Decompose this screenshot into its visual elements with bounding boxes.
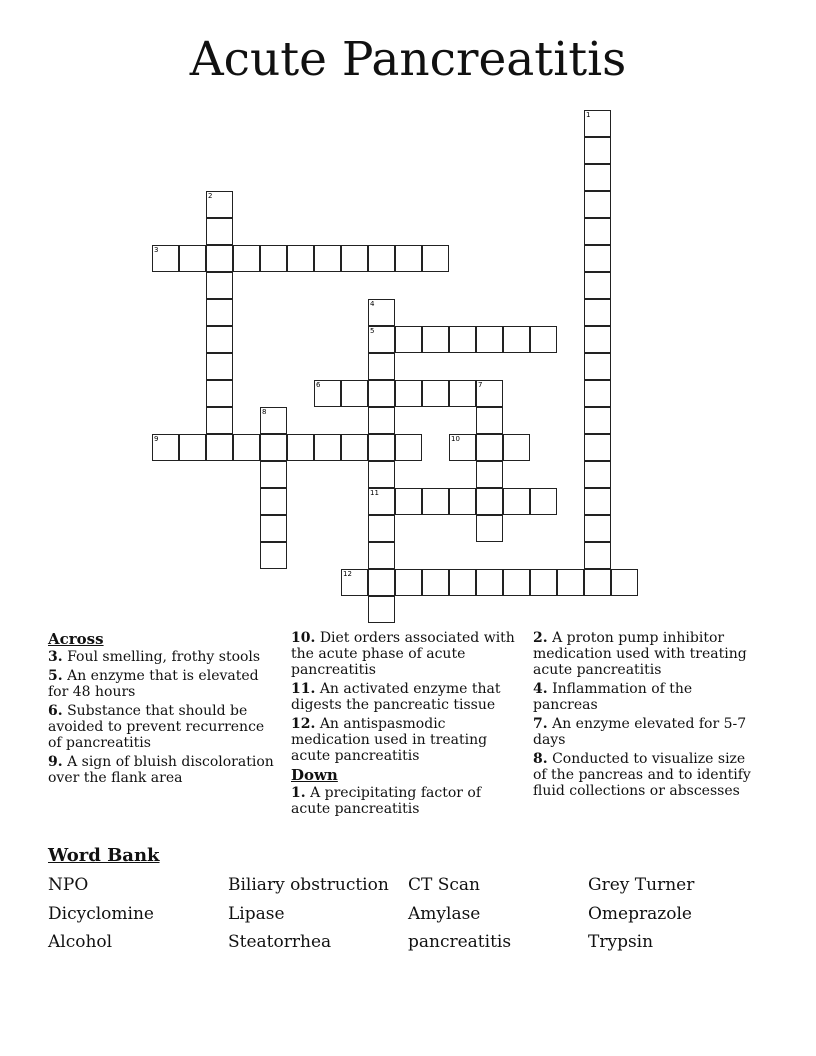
crossword-cell[interactable] (206, 272, 233, 299)
crossword-cell[interactable] (449, 326, 476, 353)
crossword-cell[interactable] (341, 569, 368, 596)
crossword-cell[interactable] (206, 191, 233, 218)
crossword-cell[interactable] (503, 488, 530, 515)
crossword-cell[interactable] (260, 461, 287, 488)
crossword-cell[interactable] (476, 569, 503, 596)
clue-across-12: 12. An antispasmodic medication used in treating acute pancreatitis (291, 716, 488, 764)
crossword-cell[interactable] (287, 245, 314, 272)
crossword-cell[interactable] (206, 245, 233, 272)
clue-down-8: 8. Conducted to visualize size of the pancreas and to identify fluid collections or abscesses (533, 751, 751, 799)
crossword-cell[interactable] (233, 245, 260, 272)
crossword-cell[interactable] (314, 245, 341, 272)
crossword-cell[interactable] (611, 569, 638, 596)
crossword-cell[interactable] (260, 407, 287, 434)
crossword-cell[interactable] (206, 353, 233, 380)
crossword-cell[interactable] (395, 434, 422, 461)
crossword-cell[interactable] (179, 434, 206, 461)
cell-number: 3 (154, 246, 159, 254)
crossword-cell[interactable] (368, 326, 395, 353)
cell-number: 12 (343, 570, 352, 578)
crossword-cell[interactable] (314, 434, 341, 461)
crossword-cell[interactable] (260, 542, 287, 569)
crossword-cell[interactable] (368, 542, 395, 569)
clue-across-5: 5. An enzyme that is elevated for 48 hours (48, 668, 259, 700)
crossword-cell[interactable] (422, 245, 449, 272)
crossword-cell[interactable] (476, 515, 503, 542)
cell-number: 9 (154, 435, 159, 443)
word-bank-item: pancreatitis (408, 932, 512, 952)
crossword-cell[interactable] (368, 245, 395, 272)
crossword-cell[interactable] (476, 488, 503, 515)
crossword-cell[interactable] (476, 461, 503, 488)
crossword-cell[interactable] (584, 299, 611, 326)
crossword-cell[interactable] (530, 488, 557, 515)
crossword-cell[interactable] (584, 218, 611, 245)
clue-down-7: 7. An enzyme elevated for 5-7 days (533, 716, 747, 748)
page-title: Acute Pancreatitis (189, 32, 627, 87)
crossword-cell[interactable] (368, 434, 395, 461)
crossword-cell[interactable] (368, 488, 395, 515)
crossword-cell[interactable] (584, 542, 611, 569)
crossword-cell[interactable] (422, 326, 449, 353)
crossword-cell[interactable] (206, 218, 233, 245)
clue-down-4: 4. Inflammation of the pancreas (533, 681, 693, 713)
cell-number: 5 (370, 327, 375, 335)
word-bank-item: Trypsin (588, 932, 654, 952)
cell-number: 11 (370, 489, 379, 497)
clue-across-10: 10. Diet orders associated with the acute phase of acute pancreatitis (291, 630, 515, 678)
clue-down-1: 1. A precipitating factor of acute pancreatitis (291, 785, 482, 817)
crossword-cell[interactable] (530, 569, 557, 596)
clue-across-3: 3. Foul smelling, frothy stools (48, 649, 261, 665)
word-bank-item: Amylase (408, 904, 481, 924)
crossword-cell[interactable] (341, 380, 368, 407)
cell-number: 1 (586, 111, 591, 119)
crossword-cell[interactable] (368, 596, 395, 623)
crossword-cell[interactable] (584, 515, 611, 542)
crossword-cell[interactable] (368, 407, 395, 434)
crossword-cell[interactable] (368, 380, 395, 407)
crossword-cell[interactable] (557, 569, 584, 596)
cell-number: 8 (262, 408, 267, 416)
crossword-cell[interactable] (206, 407, 233, 434)
cell-number: 4 (370, 300, 375, 308)
word-bank-item: CT Scan (408, 875, 481, 895)
crossword-cell[interactable] (584, 488, 611, 515)
crossword-cell[interactable] (449, 488, 476, 515)
crossword-cell[interactable] (584, 407, 611, 434)
clues-column-3 (533, 630, 761, 802)
crossword-cell[interactable] (260, 434, 287, 461)
crossword-cell[interactable] (395, 326, 422, 353)
crossword-cell[interactable] (476, 434, 503, 461)
cell-number: 7 (478, 381, 483, 389)
crossword-cell[interactable] (584, 191, 611, 218)
crossword-cell[interactable] (314, 380, 341, 407)
clues-column-2 (291, 630, 519, 820)
crossword-cell[interactable] (206, 299, 233, 326)
crossword-cell[interactable] (368, 569, 395, 596)
crossword-cell[interactable] (503, 326, 530, 353)
crossword-cell[interactable] (584, 353, 611, 380)
crossword-cell[interactable] (233, 434, 260, 461)
crossword-cell[interactable] (584, 434, 611, 461)
crossword-cell[interactable] (503, 569, 530, 596)
clue-across-11: 11. An activated enzyme that digests the pancreatic tissue (291, 681, 501, 713)
crossword-cell[interactable] (206, 326, 233, 353)
crossword-cell[interactable] (476, 326, 503, 353)
crossword-cell[interactable] (584, 380, 611, 407)
crossword-cell[interactable] (341, 434, 368, 461)
crossword-cell[interactable] (260, 515, 287, 542)
word-bank-item: Biliary obstruction (228, 875, 389, 895)
crossword-cell[interactable] (368, 353, 395, 380)
crossword-cell[interactable] (260, 245, 287, 272)
crossword-cell[interactable] (584, 137, 611, 164)
cell-number: 2 (208, 192, 213, 200)
word-bank-item: Steatorrhea (228, 932, 332, 952)
crossword-cell[interactable] (206, 380, 233, 407)
crossword-cell[interactable] (530, 326, 557, 353)
crossword-cell[interactable] (584, 110, 611, 137)
crossword-cell[interactable] (449, 380, 476, 407)
crossword-cell[interactable] (206, 434, 233, 461)
cell-number: 10 (451, 435, 460, 443)
cell-number: 6 (316, 381, 321, 389)
crossword-cell[interactable] (260, 488, 287, 515)
crossword-cell[interactable] (584, 245, 611, 272)
crossword-cell[interactable] (503, 434, 530, 461)
crossword-cell[interactable] (368, 461, 395, 488)
crossword-cell[interactable] (152, 434, 179, 461)
word-bank-heading: Word Bank (48, 845, 160, 866)
crossword-cell[interactable] (449, 434, 476, 461)
word-bank-item: Grey Turner (588, 875, 695, 895)
word-bank-item: Omeprazole (588, 904, 692, 924)
crossword-cell[interactable] (395, 245, 422, 272)
clue-across-6: 6. Substance that should be avoided to prevent recurrence of pancreatitis (48, 703, 265, 751)
word-bank-item: NPO (48, 875, 89, 895)
crossword-cell[interactable] (584, 461, 611, 488)
across-heading: Across (48, 630, 104, 648)
word-bank-item: Lipase (228, 904, 285, 924)
crossword-cell[interactable] (422, 380, 449, 407)
crossword-cell[interactable] (179, 245, 206, 272)
clues-column-1 (48, 630, 276, 789)
crossword-cell[interactable] (395, 488, 422, 515)
crossword-cell[interactable] (476, 380, 503, 407)
crossword-cell[interactable] (584, 272, 611, 299)
crossword-cell[interactable] (341, 245, 368, 272)
crossword-cell[interactable] (368, 515, 395, 542)
word-bank-item: Alcohol (48, 932, 113, 952)
crossword-cell[interactable] (584, 569, 611, 596)
word-bank-item: Dicyclomine (48, 904, 154, 924)
crossword-cell[interactable] (476, 407, 503, 434)
crossword-cell[interactable] (368, 299, 395, 326)
crossword-cell[interactable] (584, 326, 611, 353)
down-heading: Down (291, 766, 338, 784)
clue-down-2: 2. A proton pump inhibitor medication used with treating acute pancreatitis (533, 630, 747, 678)
clue-across-9: 9. A sign of bluish discoloration over the flank area (48, 754, 274, 786)
crossword-cell[interactable] (395, 569, 422, 596)
crossword-cell[interactable] (422, 569, 449, 596)
crossword-cell[interactable] (152, 245, 179, 272)
crossword-cell[interactable] (395, 380, 422, 407)
crossword-cell[interactable] (584, 164, 611, 191)
crossword-cell[interactable] (422, 488, 449, 515)
crossword-cell[interactable] (287, 434, 314, 461)
crossword-cell[interactable] (449, 569, 476, 596)
